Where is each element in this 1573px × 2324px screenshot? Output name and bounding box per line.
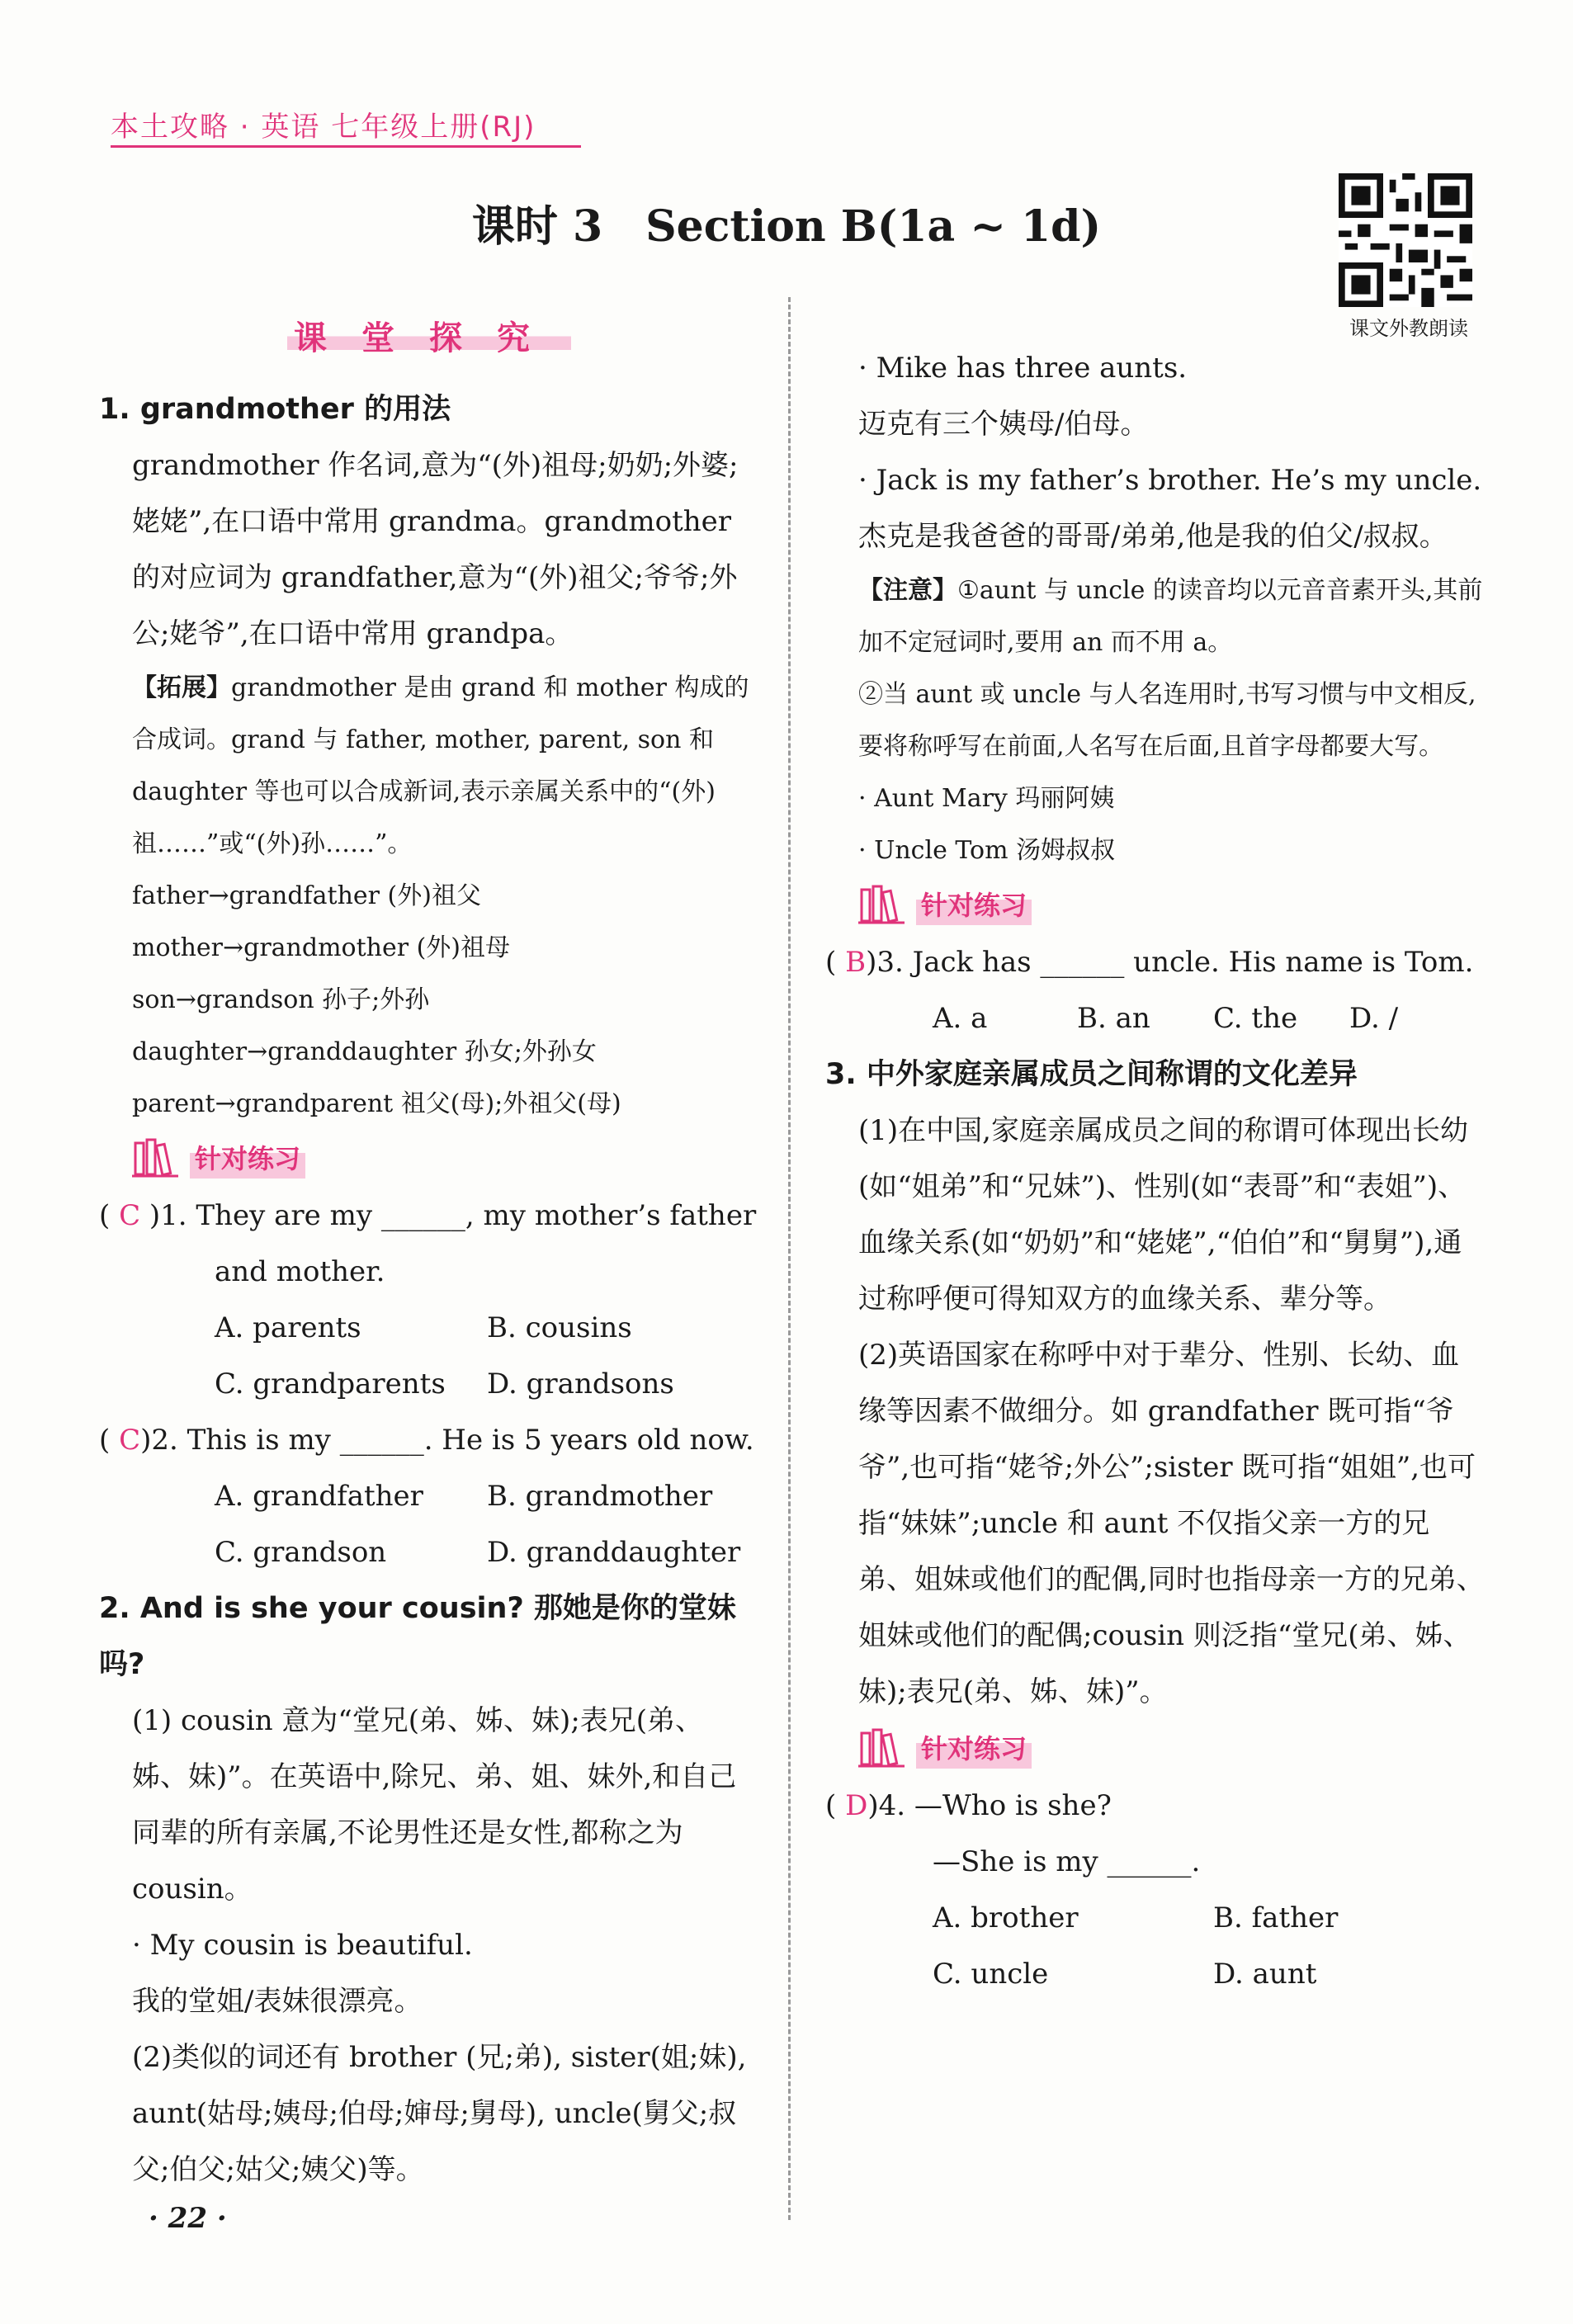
extension-paragraph [99,662,759,870]
question-4: ( D)4. —Who is she? —She is my ______. A. brother B. father C. uncle D. aunt [825,1778,1486,2002]
books-icon [858,885,905,926]
section-1-title: 1. grandmother 的用法 [99,393,451,426]
options-2 [99,1468,759,1580]
qr-caption: 课文外教朗读 [1349,317,1468,340]
answer-3[interactable]: B [845,946,867,979]
section-1-paragraph: grandmother 作名词,意为“(外)祖母;奶奶;外婆;姥姥”,在口语中常用 grandma。grandmother 的对应词为 grandfather,意为“(外)祖父;爷爷;外公;姥爷”,在口语中常用 grandpa。 [132,449,739,650]
option[interactable]: C. the [1213,1002,1298,1035]
example-en: · My cousin is beautiful. [132,1929,473,1962]
options-4 [825,1890,1486,2002]
option[interactable]: B. an [1077,1002,1150,1035]
option[interactable]: D. aunt [1213,1958,1317,1991]
question-1: ( C )1. They are my ______, my mother’s father and mother. A. parents B. cousins C. grandparents D. grandsons [99,1188,759,1412]
answer-4[interactable]: D [845,1789,868,1822]
column-divider [788,297,791,2220]
section-2-paragraph-1: (1) cousin 意为“堂兄(弟、姊、妹);表兄(弟、姊、妹)”。在英语中,除兄、弟、姐、妹外,和自己同辈的所有亲属,不论男性还是女性,都称之为 cousin。 [132,1704,737,1906]
section-banner: 课堂探究 [287,319,571,357]
question-2: ( C)2. This is my ______. He is 5 years old now. A. grandfather B. grandmother C. grandson D. granddaughter [99,1412,759,1580]
option[interactable]: C. grandson [215,1536,387,1569]
note-text-2: ②当 aunt 或 uncle 与人名连用时,书写习惯与中文相反,要将称呼写在前面,人名写在后面,且首字母都要大写。 [858,680,1476,761]
section-2-paragraph-2: (2)类似的词还有 brother (兄;弟), sister(姐;妹), aunt(姑母;姨母;伯母;婶母;舅母), uncle(舅父;叔父;伯父;姑父;姨父)等。 [132,2041,747,2186]
practice-label: 针对练习 [190,1131,305,1187]
note-paragraph [825,564,1486,668]
question-1-stem-cont: and mother. [215,1255,385,1288]
list-item: father→grandfather (外)祖父 [132,881,481,910]
question-3: ( B)3. Jack has ______ uncle. His name is Tom. A. a B. an C. the D. / [825,934,1486,1046]
options-1 [99,1300,759,1412]
note-tag: 【注意】 [858,576,957,605]
practice-heading [825,1720,1486,1778]
left-column [99,381,759,2198]
books-icon [858,1728,905,1769]
answer-1[interactable]: C [119,1199,141,1232]
list-item: daughter→granddaughter 孙女;外孙女 [132,1037,597,1066]
page-title: 课时 3 Section B(1a ~ 1d) [471,201,1102,252]
book-header: 本土攻略 · 英语 七年级上册(RJ) [111,111,536,144]
section-3-paragraph-1: (1)在中国,家庭亲属成员之间的称谓可体现出长幼(如“姐弟”和“兄妹”)、性别(如“表哥”和“表姐”)、血缘关系(如“奶奶”和“姥姥”,“伯伯”和“舅舅”),通过称呼便可得知双方的血缘关系、辈分等。 [858,1114,1468,1316]
word-list [99,870,759,1130]
list-item: mother→grandmother (外)祖母 [132,933,510,962]
practice-heading [99,1130,759,1188]
answer-2[interactable]: C [119,1424,141,1457]
option[interactable]: B. father [1213,1901,1339,1934]
list-item: son→grandson 孙子;外孙 [132,985,430,1014]
question-4-stem-cont: —She is my ______. [933,1845,1201,1878]
list-item: parent→grandparent 祖父(母);外祖父(母) [132,1089,621,1118]
question-2-stem: )2. This is my ______. He is 5 years old now. [140,1424,754,1457]
example-en: · Jack is my father’s brother. He’s my uncle. [858,464,1482,497]
question-3-stem: )3. Jack has ______ uncle. His name is Tom. [866,946,1474,979]
section-3-paragraph-2: (2)英语国家在称呼中对于辈分、性别、长幼、血缘等因素不做细分。如 grandfather 既可指“爷爷”,也可指“姥爷;外公”;sister 既可指“姐姐”,也可指“妹妹”;uncle 和 aunt 不仅指父亲一方的兄弟、姐妹或他们的配偶,同时也指母亲一方的兄弟、姐妹或他们的配偶;cousin 则泛指“堂兄(弟、姊、妹);表兄(弟、姊、妹)”。 [858,1339,1485,1708]
practice-label: 针对练习 [916,877,1032,933]
option[interactable]: A. brother [933,1901,1079,1934]
option[interactable]: B. grandmother [487,1480,713,1513]
question-1-stem: )1. They are my ______, my mother’s father [149,1199,757,1232]
note-text-1: ①aunt 与 uncle 的读音均以元音音素开头,其前加不定冠词时,要用 an 而不用 a。 [858,576,1483,657]
note-example-2: · Uncle Tom 汤姆叔叔 [858,836,1116,865]
option[interactable]: B. cousins [487,1311,632,1344]
option[interactable]: A. grandfather [215,1480,423,1513]
books-icon [132,1138,178,1179]
extension-tag: 【拓展】 [132,673,231,702]
qr-code-icon[interactable] [1339,173,1472,307]
extension-text: grandmother 是由 grand 和 mother 构成的合成词。grand 与 father, mother, parent, son 和 daughter 等也可以合成新词,表示亲属关系中的“(外)祖……”或“(外)孙……”。 [132,673,749,858]
page-number: · 22 · [149,2202,227,2235]
practice-heading [825,876,1486,934]
example-zh: 迈克有三个姨母/伯母。 [858,408,1149,441]
note-example-1: · Aunt Mary 玛丽阿姨 [858,784,1115,813]
option[interactable]: D. grandsons [487,1367,674,1401]
right-column [825,340,1486,2002]
practice-label: 针对练习 [916,1721,1032,1777]
option[interactable]: D. granddaughter [487,1536,741,1569]
question-4-stem: )4. —Who is she? [867,1789,1112,1822]
example-zh: 杰克是我爸爸的哥哥/弟弟,他是我的伯父/叔叔。 [858,520,1448,553]
options-3 [825,990,1486,1046]
option[interactable]: C. uncle [933,1958,1049,1991]
example-zh: 我的堂姐/表妹很漂亮。 [132,1985,423,2018]
header-underline [111,145,581,148]
option[interactable]: C. grandparents [215,1367,446,1401]
section-3-title: 3. 中外家庭亲属成员之间称谓的文化差异 [825,1058,1358,1091]
option[interactable]: A. a [933,1002,988,1035]
example-en: · Mike has three aunts. [858,352,1188,385]
section-2-title: 2. And is she your cousin? 那她是你的堂妹吗? [99,1592,736,1681]
option[interactable]: D. / [1349,1002,1399,1035]
option[interactable]: A. parents [215,1311,361,1344]
